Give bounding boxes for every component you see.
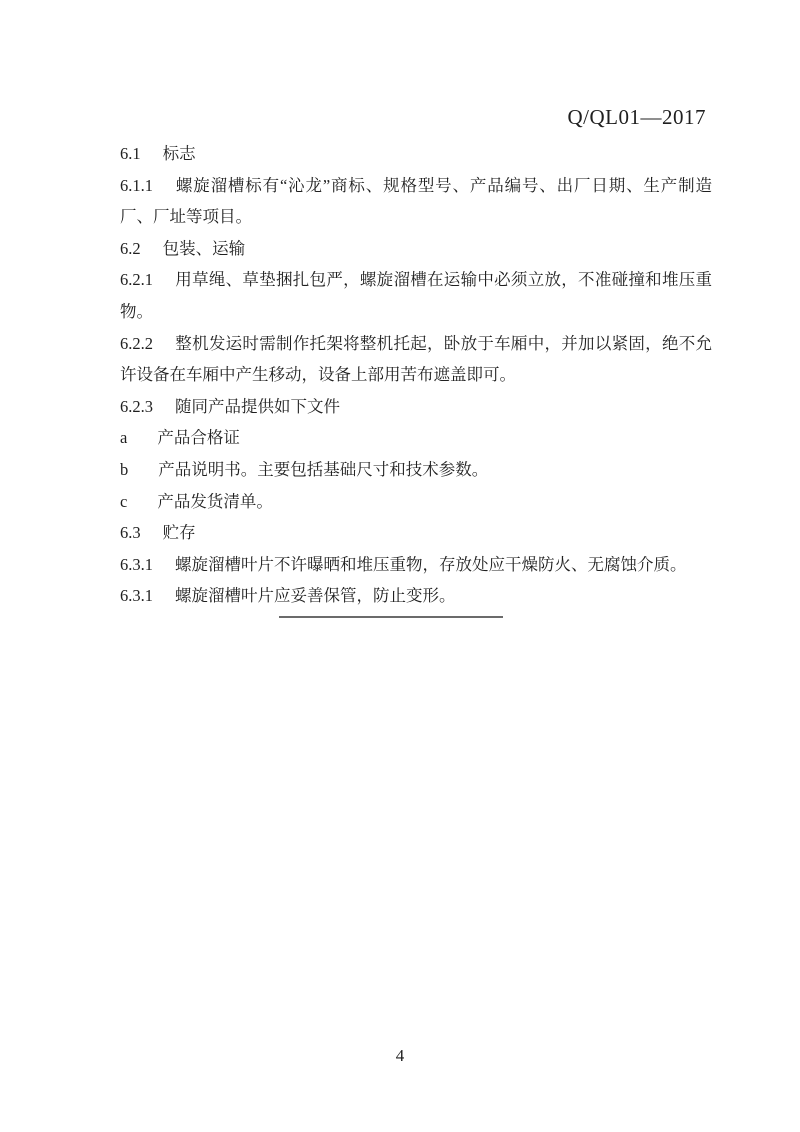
end-of-text-rule <box>279 616 503 618</box>
clause-number: 6.1.1 <box>120 175 153 195</box>
item-letter: a <box>120 428 128 448</box>
clause-6-1 <box>120 138 712 170</box>
clause-number: 6.3 <box>120 523 141 543</box>
clause-6-2 <box>120 233 712 265</box>
item-a <box>120 422 712 454</box>
clause-6-2-3 <box>120 391 712 423</box>
item-b <box>120 454 712 486</box>
clause-text: 包装、运输 <box>162 238 246 258</box>
clause-6-3 <box>120 517 712 549</box>
item-c <box>120 486 712 518</box>
clause-text: 螺旋溜槽标有“沁龙”商标、规格型号、产品编号、出厂日期、生产制造厂、厂址等项目。 <box>120 175 712 227</box>
standard-code-header: Q/QL01—2017 <box>567 105 706 129</box>
clause-number: 6.2.3 <box>120 396 153 416</box>
clause-number: 6.2 <box>120 238 141 258</box>
clause-6-3-1 <box>120 549 712 581</box>
clause-number: 6.1 <box>120 144 141 163</box>
clause-text: 用草绳、草垫捆扎包严，螺旋溜槽在运输中必须立放，不准碰撞和堆压重物。 <box>120 270 712 321</box>
clause-number: 6.3.1 <box>120 586 153 606</box>
item-text: 产品发货清单。 <box>157 491 273 511</box>
document-body <box>120 138 712 612</box>
clause-text: 螺旋溜槽叶片应妥善保管，防止变形。 <box>175 586 456 606</box>
clause-number: 6.2.2 <box>120 333 153 353</box>
item-letter: c <box>120 491 128 511</box>
page-number: 4 <box>395 1046 405 1065</box>
clause-number: 6.3.1 <box>120 554 153 574</box>
item-letter: b <box>120 459 129 479</box>
clause-6-1-1 <box>120 170 712 233</box>
clause-text: 贮存 <box>162 523 196 543</box>
clause-text: 整机发运时需制作托架将整机托起，卧放于车厢中，并加以紧固，绝不允许设备在车厢中产生移动，设备上部用苦布遮盖即可。 <box>120 333 712 385</box>
clause-6-2-1 <box>120 264 712 327</box>
item-text: 产品说明书。主要包括基础尺寸和技术参数。 <box>158 459 489 479</box>
clause-number: 6.2.1 <box>120 270 153 290</box>
clause-text: 标志 <box>162 144 196 163</box>
clause-6-2-2 <box>120 328 712 391</box>
clause-text: 螺旋溜槽叶片不许曝晒和堆压重物，存放处应干燥防火、无腐蚀介质。 <box>175 554 687 574</box>
clause-6-3-1-second <box>120 580 712 612</box>
item-text: 产品合格证 <box>157 428 240 448</box>
clause-text: 随同产品提供如下文件 <box>175 396 340 416</box>
